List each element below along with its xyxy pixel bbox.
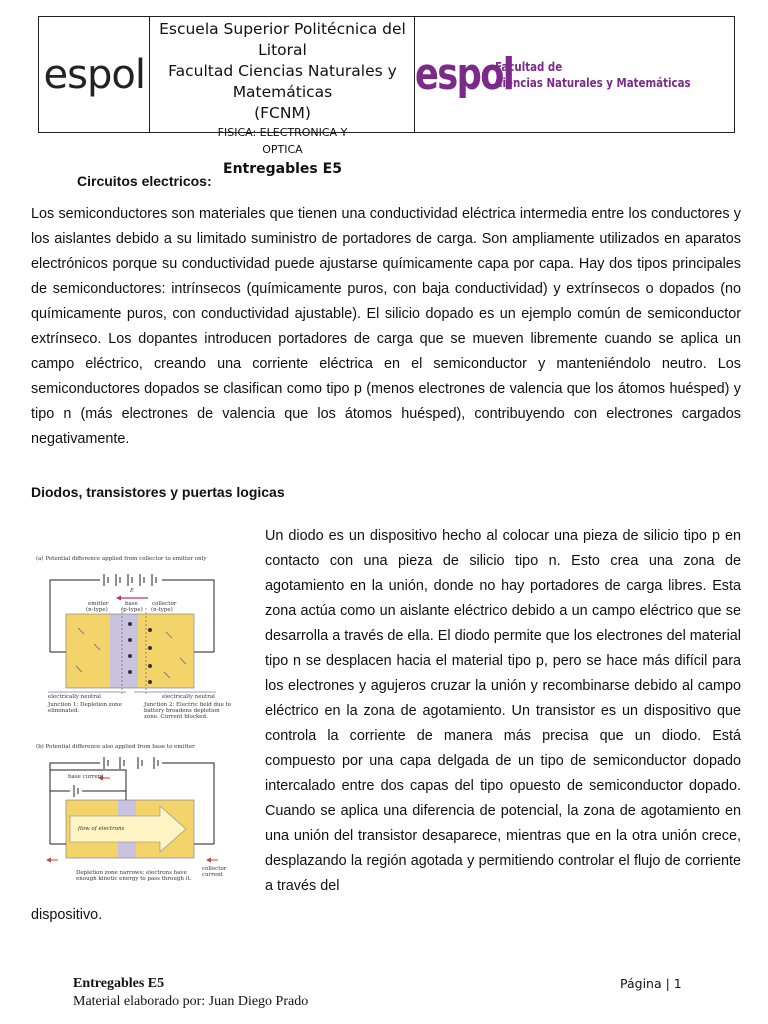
section-heading-diodes: Diodos, transistores y puertas logicas <box>31 484 285 500</box>
document-header <box>38 16 735 177</box>
section-heading-circuits: Circuitos electricos: <box>77 173 212 189</box>
faculty-name: Facultad Ciencias Naturales y Matemáticas <box>168 62 397 101</box>
deliverable-title: Entregables E5 <box>223 161 342 177</box>
label-flow-of-electrons: flow of electrons <box>78 826 125 832</box>
label-collector-current: collector current <box>202 866 227 878</box>
footer-title: Entregables E5 <box>73 976 165 991</box>
paragraph-diodes: Un diodo es un dispositivo hecho al colocar una pieza de silicio tipo p en contacto con una pieza de silicio tipo n. Esto crea una zona de agotamiento en la unión, donde no hay portadores de carga libres. Esta zona actúa como un aislante eléctrico debido a un campo eléctrico que se desarrolla a través de ella. El diodo permite que los electrones del material tipo n se desplacen hacia el material tipo p, pero se hace más difícil para los electrones y agujeros cruzar la unión y recombinarse debido al campo eléctrico en la zona de agotamiento. Un transistor es un dispositivo que controla la corriente de manera más precisa que un diodo. Está compuesto por una capa delgada de un tipo de semiconductor dopado intercalado entre dos capas del tipo opuesto de semiconductor dopado. Cuando se aplica una diferencia de potencial, la zona de agotamiento en una unión del transistor desaparece, mientras que en la otra unión crece, desplazando la región agotada y permitiendo controlar el flujo de corriente a través del <box>265 528 741 894</box>
label-base-type: (p-type) <box>121 607 143 613</box>
fcnm-logo <box>415 49 734 100</box>
label-junction-2: Junction 2: Electric field due to battery broadens depletion zone. Current blocked. <box>144 702 232 720</box>
battery-base-icon <box>74 785 78 797</box>
battery-b-icon <box>104 757 158 769</box>
fcnm-logo-text <box>495 59 734 91</box>
institution-name: Escuela Superior Politécnica del Litoral <box>159 20 406 59</box>
label-emitter: emitter <box>88 601 109 607</box>
label-neutral-left: electrically neutral <box>48 694 101 700</box>
transistor-diagram <box>30 548 252 900</box>
label-base: base <box>125 601 138 607</box>
battery-a-icon <box>104 574 156 586</box>
figure-caption-b: (b) Potential difference also applied from base to emitter <box>36 744 195 750</box>
label-collector-type: (n-type) <box>151 607 173 613</box>
page-number: Página | 1 <box>620 976 682 991</box>
course-name-line2: OPTICA <box>262 143 303 156</box>
base-region <box>110 614 138 688</box>
fcnm-logo-line1: Facultad de <box>495 58 563 74</box>
label-collector: collector <box>152 601 177 607</box>
header-faculty-logo-cell <box>415 17 734 132</box>
panel-b <box>46 757 218 863</box>
paragraph-semiconductors: Los semiconductores son materiales que tienen una conductividad eléctrica intermedia entre los conductores y los aislantes debido a su limitado suministro de portadores de carga. Son ampliamente utilizados en aparatos electrónicos porque su conductividad puede ajustarse químicamente capa por capa. Hay dos tipos principales de semiconductores: intrínsecos (químicamente puros, con baja conductividad) y extrínsecos o dopados (no químicamente puros, con conductividad ajustable). El silicio dopado es un ejemplo común de semiconductor extrínseco. Los dopantes introducen portadores de carga que se mueven libremente cuando se aplica un campo eléctrico, creando una corriente eléctrica en el semiconductor y manteniéndolo neutro. Los semiconductores dopados se clasifican como tipo p (menos electrones de valencia que los átomos huésped) y tipo n (más electrones de valencia que los átomos huésped), contribuyendo con electrones cargados negativamente. <box>31 206 741 447</box>
espol-logo: espol <box>43 51 145 98</box>
label-electric-field: E <box>130 588 135 594</box>
label-depletion-note: Depletion zone narrows; electrons have enough kinetic energy to pass through it. <box>76 870 192 882</box>
fcnm-logo-line2: Ciencias Naturales y Matemáticas <box>495 74 692 90</box>
transistor-figure <box>30 548 252 900</box>
emitter-region <box>66 614 110 688</box>
footer-author: Material elaborado por: Juan Diego Prado <box>73 994 309 1009</box>
label-neutral-right: electrically neutral <box>162 694 215 700</box>
fcnm-logo-brand: espol <box>415 49 514 100</box>
paragraph-diodes-tail: dispositivo. <box>31 907 103 923</box>
header-title-cell <box>150 17 415 177</box>
collector-region <box>138 614 194 688</box>
header-logo-cell <box>39 17 150 132</box>
course-name-line1: FISICA: ELECTRONICA Y <box>217 126 348 139</box>
label-base-current: base current <box>68 774 104 780</box>
faculty-acronym: (FCNM) <box>254 104 311 122</box>
figure-caption-a: (a) Potential difference applied from collector to emitter only <box>36 556 207 562</box>
label-emitter-type: (n-type) <box>86 607 108 613</box>
label-junction-1: Junction 1: Depletion zone eliminated. <box>48 702 122 714</box>
